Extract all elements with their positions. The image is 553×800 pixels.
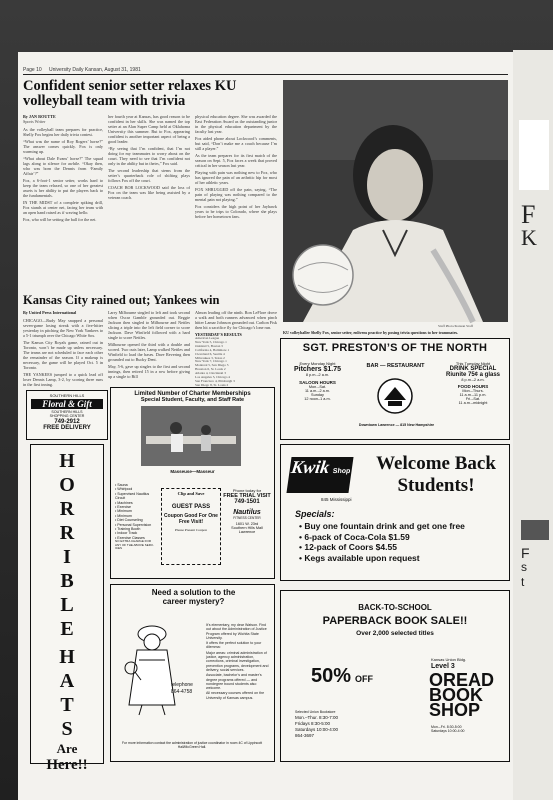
result-line: Oakland 5, Boston 3 bbox=[195, 343, 223, 348]
feature-item: • Diet Counseling bbox=[115, 518, 143, 523]
result-line: New York 5, Chicago 1 bbox=[195, 339, 227, 344]
hats-tail-are: Are bbox=[56, 741, 78, 756]
food-line: 11 a.m.–11 p.m. bbox=[459, 393, 487, 397]
guest-pass: GUEST PASS bbox=[171, 504, 211, 510]
horrible-hats-ad bbox=[30, 444, 104, 773]
paragraph: CHICAGO—Rudy May snapped a personal seven-game losing streak with a five-hitter yesterday in pitching the New York Yankees to a 5-1 triumph over the Chicago White Sox. bbox=[23, 318, 103, 338]
kwik-special-text: 12-pack of Coors $4.55 bbox=[304, 542, 397, 552]
tuesday-time: 8 p.m.–2 a.m. bbox=[461, 378, 485, 382]
kwik-special: • 6-pack of Coca-Cola $1.59 bbox=[299, 531, 410, 542]
volleyball-byline bbox=[23, 114, 103, 124]
kwik-special-text: Buy one fountain drink and get one free bbox=[304, 521, 465, 531]
gym-photo bbox=[141, 406, 241, 466]
feature-item: • Indoor Track bbox=[115, 531, 138, 536]
logo-line: OREAD bbox=[429, 670, 495, 690]
logo-line: SHOP bbox=[429, 700, 481, 720]
nautilus-address: 1601 W. 23rd bbox=[235, 522, 259, 526]
result-line: Milwaukee 3, Texas 2 bbox=[195, 355, 225, 360]
hours-line: Fridays 8:30-5:00 bbox=[295, 721, 331, 726]
nautilus-mall: Southern Hills Mall bbox=[231, 526, 263, 530]
features-list bbox=[115, 483, 155, 540]
career-body bbox=[206, 623, 270, 700]
paragraph: Almon leading off the ninth. Ron LeFlore drove a walk and both runners advanced when pinch hitter Lamar Johnson grounded out. Carlton Fisk then hit a sacrifice fly for Chicago’s lone run. bbox=[195, 310, 277, 330]
nautilus-sub: FITNESS CENTER bbox=[233, 516, 261, 520]
career-bullet: Associate, bachelor’s and master’s degree programs offered — and nondegree bound students also welcome. bbox=[206, 673, 262, 691]
career-bullet: Major areas: criminal administration of justice, agency administration, corrections, criminal investigation, prevention programs, development and delivery, social services. bbox=[206, 650, 269, 672]
result-line: American League bbox=[195, 336, 220, 340]
kwik-special: • Buy one fountain drink and get one free bbox=[299, 521, 465, 531]
paragraph: physical education degree. She was awarded the East Federation Award as the outstanding junior in the physical education department by the faculty last year. bbox=[195, 114, 277, 134]
hours-label: Selected Union Bookstore bbox=[295, 710, 336, 714]
discount-off: OFF bbox=[355, 674, 374, 684]
paragraph: As the volleyball team prepares for practice, Shelly Fox begins her daily trivia contest. bbox=[23, 127, 103, 137]
paragraph: Fox aided phone about Lockwood’s comments, but said, “Don’t make me a coach because I’m still a player.” bbox=[195, 136, 277, 151]
paragraph: THE YANKEES jumped to a quick lead off loser Dennis Lamp, 3-2, by scoring three runs in the first inning. bbox=[23, 372, 103, 387]
result-line: California 4, Baltimore 1 bbox=[195, 347, 230, 352]
career-footer: For more information contact the administration of justice coordinator in room 4C of Lippincott Hall/McGreen Hall. bbox=[121, 741, 263, 749]
paragraph: May, 5-6, gave up singles to the first and second innings, then retired 15 in a row before giving up a single to Bill bbox=[108, 364, 190, 379]
hats-letter: E bbox=[60, 618, 74, 640]
hats-letter: O bbox=[59, 474, 75, 496]
charter-subtitle: Special Student, Faculty, and Staff Rate bbox=[140, 397, 245, 403]
result-line: San Francisco 4, Pittsburgh 3 bbox=[195, 378, 235, 383]
feature-item: • Supervised Nautilus Circuit bbox=[115, 491, 150, 501]
small-hours-line: Saturdays 10:00-4:00 bbox=[431, 729, 465, 733]
gym-photo-illustration bbox=[141, 406, 241, 466]
mountie-logo-icon bbox=[376, 377, 414, 415]
hours-line: Mon.–Thur. 8:30-7:00 bbox=[295, 715, 339, 720]
volleyball-photo bbox=[283, 80, 508, 322]
saloon-line: 12 noon–1 a.m. bbox=[304, 397, 331, 401]
coupon-text: Coupon Good For One Free Visit! bbox=[164, 513, 218, 525]
yankees-headline: Kansas City rained out; Yankees win bbox=[23, 293, 220, 307]
small-hours bbox=[431, 725, 464, 733]
paragraph: “What was the name of Roy Rogers’ horse?” The answer comes quickly. Fox is only warming up. bbox=[23, 139, 103, 154]
hats-letter: R bbox=[59, 498, 75, 520]
services-note: NO EXTRA CHARGE FOR ANY OF THE ABOVE SERV-ICES bbox=[115, 539, 154, 551]
career-mystery-ad bbox=[110, 584, 275, 762]
feature-item: • Machines bbox=[115, 500, 133, 505]
feature-item: • Whirlpool bbox=[115, 487, 133, 492]
kwik-shop: Shop bbox=[332, 468, 351, 475]
hats-letter: B bbox=[60, 570, 74, 592]
kwik-brand: Kwik bbox=[289, 457, 331, 477]
yankees-column-2 bbox=[108, 310, 190, 386]
paragraph: FOX SHRUGGED off the pain, saying, “The pain of playing was nothing compared to the mental pain not playing.” bbox=[195, 187, 277, 202]
union-level: Level 3 bbox=[431, 663, 455, 670]
saloon-line: 11 a.m.–2 a.m. bbox=[304, 389, 331, 393]
nautilus-brand: Nautilus bbox=[233, 509, 261, 516]
monday-special: Pitchers $1.75 bbox=[293, 366, 342, 373]
free-trial: FREE TRIAL VISIT bbox=[223, 493, 271, 499]
feature-item: • Sauna bbox=[115, 483, 128, 487]
paragraph: The Kansas City Royals game, rained out in Toronto, won’t be made up unless necessary. The teams are not scheduled to face each other the remainder of the season. If a makeup is necessary, the game will be played Oct. 5 in Toronto. bbox=[23, 340, 103, 370]
preston-right bbox=[441, 361, 505, 405]
discount bbox=[311, 665, 373, 688]
hats-letter: H bbox=[59, 450, 75, 472]
florist-phone: 749-2912 bbox=[54, 419, 80, 425]
paragraph: Larry Milbourne singled to left and took second when Oscar Gamble grounded out. Reggie Jackson then singled to Milbourne and Nettles slicing a triple into the left field corner to score Jackson. Dave Winfield followed with a hard single to score Nettles. bbox=[108, 310, 190, 340]
feature-item: • Training Booth bbox=[115, 527, 141, 532]
small-hours-line: Mon.–Fri. 8:30-5:00 bbox=[431, 725, 462, 729]
paragraph: “By seeing that I’m confident, that I’m not doing for my teammates to worry about on the court. They need to see that I’m confident not only in the ability but in theirs,” Fox said. bbox=[108, 146, 190, 166]
detective-illustration bbox=[117, 620, 187, 715]
feature-item: • Exercise Classes bbox=[115, 535, 145, 540]
result-line: San Diego 8, St. Louis 2 bbox=[195, 382, 229, 387]
guest-pass-coupon bbox=[161, 488, 221, 565]
hats-letter: T bbox=[60, 694, 74, 716]
phone-today: Phone today for bbox=[232, 488, 262, 493]
students: Students! bbox=[397, 475, 475, 496]
hats-letters bbox=[31, 449, 103, 741]
player-photo-illustration bbox=[283, 80, 508, 322]
career-headline: Need a solution to the career mystery? bbox=[151, 588, 236, 606]
hats-letter: S bbox=[61, 718, 73, 740]
feature-item: • Minimum bbox=[115, 509, 132, 514]
food-line: Fri.–Sat. bbox=[465, 397, 481, 401]
kwik-logo bbox=[286, 457, 353, 493]
feature-item: • Exercise bbox=[115, 505, 132, 510]
paragraph: Fox considers the high point of her Jayhawk years to be trips to Colorado, where she plays before her hometown fans. bbox=[195, 204, 277, 219]
saloon-line: Mon.–Sat. bbox=[308, 385, 327, 389]
shopping-center: SOUTHERN HILLS SHOPPING CENTER bbox=[49, 410, 85, 418]
hours-line: Saturdays 10:00-4:00 bbox=[295, 727, 339, 732]
hats-letter: R bbox=[59, 522, 75, 544]
results-list bbox=[195, 337, 277, 392]
monday-title: Every Monday Night bbox=[299, 361, 336, 366]
trial-phone: 749-1501 bbox=[234, 499, 260, 505]
career-bullet: All necessary courses offered on the University of Kansas campus. bbox=[206, 691, 265, 700]
hats-letter: H bbox=[59, 646, 75, 668]
yankees-column-1 bbox=[23, 318, 103, 386]
hours-phone: 864-3697 bbox=[295, 733, 315, 738]
logo-line: BOOK bbox=[429, 685, 483, 705]
saloon-line: Sunday bbox=[311, 393, 324, 397]
volleyball-headline: Confident senior setter relaxes KU volleyball team with trivia bbox=[23, 78, 237, 109]
page-number: Page 10 bbox=[23, 67, 42, 73]
adjacent-page: F K F s t bbox=[513, 50, 553, 800]
volleyball-column-2 bbox=[108, 114, 190, 289]
florist-delivery: FREE DELIVERY bbox=[43, 425, 91, 431]
florist-name: SOUTHERN HILLS bbox=[49, 393, 85, 398]
volleyball-column-3 bbox=[195, 114, 277, 289]
sgt-prestons-ad bbox=[280, 338, 510, 440]
byline-name: By JAN ROUTTE bbox=[23, 114, 56, 119]
paragraph: Fox, who will be setting the ball for the net. bbox=[23, 217, 97, 222]
food-line: Mon.–Thurs. bbox=[462, 389, 484, 393]
preston-center: BAR — RESTAURANT bbox=[366, 363, 425, 369]
paragraph: “What about Dale Evans’ horse?” The squad lags along to silence for awhile. “Okay then, who was born the Dennis from ‘Family Affair’?” bbox=[23, 156, 103, 176]
nautilus-city: Lawrence bbox=[238, 530, 256, 534]
feature-item: • Minimum bbox=[115, 513, 132, 518]
union-building: Kansas Union Bldg. bbox=[431, 657, 467, 662]
kwik-special-text: Kegs available upon request bbox=[304, 552, 420, 563]
yankees-column-3 bbox=[195, 310, 277, 386]
hats-letter: L bbox=[60, 594, 74, 616]
hats-letter: I bbox=[63, 546, 71, 568]
result-line: Atlanta 4, Cincinnati 3 bbox=[195, 371, 226, 376]
food-line: 11 a.m.–midnight bbox=[458, 401, 488, 405]
career-offers: It offers the perfect solution to your dilemma: bbox=[206, 641, 262, 650]
back-to-school: BACK-TO-SCHOOL bbox=[358, 603, 432, 612]
yankees-byline: By United Press International bbox=[23, 310, 77, 315]
hats-tail-here: Here!! bbox=[46, 757, 88, 773]
masseuse-caption: Masseuse—Masseur bbox=[170, 469, 215, 474]
byline-role: Sports Writer bbox=[23, 119, 46, 124]
saloon-hours: SALOON HOURS bbox=[299, 380, 336, 385]
kwik-shop-ad bbox=[280, 444, 510, 581]
paragraph: IN THE MIDST of a complete spiking drill, Fox stands at center net, facing her team with an open hand raised as if waving hello. bbox=[23, 200, 103, 215]
trial-panel bbox=[223, 488, 271, 534]
clip-save: Clip and Save bbox=[177, 491, 205, 496]
charter-membership-ad bbox=[110, 387, 275, 579]
oread-logo bbox=[429, 670, 501, 720]
discount-percent: 50% bbox=[311, 665, 352, 687]
southern-hills-ad bbox=[26, 390, 108, 440]
charter-title: Limited Number of Charter Memberships bbox=[134, 391, 251, 397]
paragraph: The second leadership that stems from the setter’s quarterback role of shifting plays follows Fox off the court. bbox=[108, 168, 190, 183]
result-line: Los Angeles 5, Chicago 4 bbox=[195, 375, 230, 380]
paragraph: As the team prepares for its first match of the season on Sept. 5, Fox faces a week that proved critical in her season last year. bbox=[195, 153, 277, 168]
welcome-back: Welcome Back bbox=[376, 453, 496, 474]
present-coupon: Please Present Coupon bbox=[174, 528, 208, 532]
hours-block bbox=[295, 709, 385, 739]
result-line: Houston 6, St. Louis 2 bbox=[195, 367, 226, 372]
paperback-sale: PAPERBACK BOOK SALE!! bbox=[322, 615, 468, 627]
tuesday-title: This Tuesday Night bbox=[455, 361, 491, 366]
kwik-special-text: 6-pack of Coca-Cola $1.59 bbox=[304, 531, 410, 542]
paper-dateline: University Daily Kansan, August 31, 1981 bbox=[49, 67, 141, 73]
kwik-specials-list bbox=[299, 521, 504, 563]
telephone-label: telephone bbox=[171, 682, 193, 688]
kwik-special: • Kegs available upon request bbox=[299, 552, 420, 563]
page-header bbox=[23, 67, 508, 75]
newspaper-page bbox=[18, 52, 513, 800]
feature-item: • Personal Supervision bbox=[115, 522, 152, 527]
preston-address: Downtown Lawrence — 815 New Hampshire bbox=[358, 423, 435, 427]
specials-label: Specials: bbox=[295, 509, 335, 519]
kwik-address: 845 Mississippi bbox=[321, 497, 352, 502]
hats-letter: A bbox=[59, 670, 75, 692]
selected-titles: Over 2,000 selected titles bbox=[356, 630, 434, 637]
results-title: YESTERDAY’S RESULTS bbox=[195, 332, 242, 337]
paragraph: Milbourne opened the third with a double and scored. Two outs later, Lamp walked Nettles and Winfield to load the bases. Dave Revering then grounded out to Bucky Dent. bbox=[108, 342, 190, 362]
tuesday-special: DRINK SPECIAL bbox=[449, 366, 497, 372]
preston-left bbox=[285, 361, 350, 401]
kwik-special: • 12-pack of Coors $4.55 bbox=[299, 542, 397, 552]
career-intro: It’s elementary, my dear Watson. Find out about the Administration of Justice Program offered by Wichita State University. bbox=[206, 623, 267, 640]
result-line: Montreal 5, San Diego 3 bbox=[195, 363, 229, 368]
paragraph: Fox, a 6-foot-1 senior setter, works hard to keep the team relaxed, so one of her greatest assets is her ability to put the players back to the fundamentals. bbox=[23, 178, 103, 198]
food-hours: FOOD HOURS bbox=[457, 384, 489, 389]
photo-credit: Staff Photo/Kansan Staff bbox=[438, 324, 473, 328]
paragraph: her fourth year at Kansas, has good reason to be confident in her skills. She was named the top setter at an Alan Super Camp held at Oklahoma University this summer. But to Fox, appearing confident is another important aspect of being a good leader. bbox=[108, 114, 190, 144]
paragraph: Playing with pain was nothing new to Fox, who has ignored the pain of an arthritic hip for most of her athletic years. bbox=[195, 170, 277, 185]
paragraph: COACH BOB LOCKWOOD said the loss of Fox on the team was like being assisted by a veteran coach. bbox=[108, 185, 190, 200]
volleyball-column-1 bbox=[23, 127, 103, 289]
result-line: Cleveland 6, Seattle 4 bbox=[195, 351, 225, 356]
result-line: New York 7, Chicago 1 bbox=[195, 359, 227, 364]
monday-time: 8 p.m.–2 a.m. bbox=[305, 373, 330, 377]
florist-brand: Floral & Gift bbox=[31, 399, 103, 409]
photo-caption: KU volleyballer Shelly Fox, senior setter, enlivens practice by posing trivia questions to her teammates. bbox=[283, 330, 459, 335]
telephone-number: 864-4758 bbox=[171, 689, 193, 695]
tuesday-item: Riunite 75¢ a glass bbox=[445, 372, 501, 378]
preston-title: SGT. PRESTON’S OF THE NORTH bbox=[302, 342, 488, 354]
oread-book-shop-ad bbox=[280, 590, 510, 762]
